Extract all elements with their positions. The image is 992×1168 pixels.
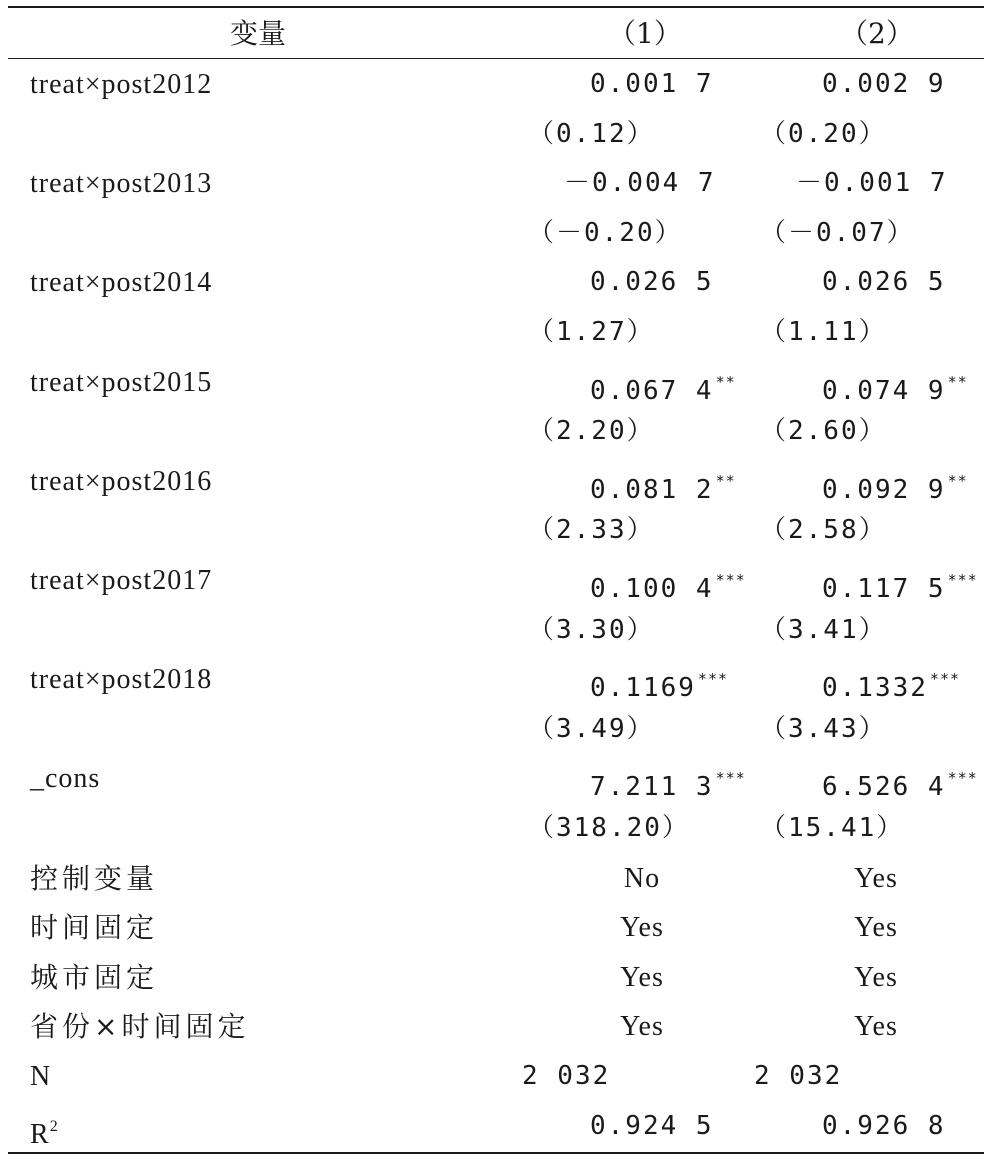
col1-value-text: 0.067 4 [590,375,714,406]
col2-value-text: （3.41） [760,614,887,645]
col2-value-text: （3.43） [760,713,887,744]
col1-value-text: 0.1169 [590,673,696,704]
col1-significance-stars: *** [715,769,746,788]
tstat-row [8,705,984,754]
col1-r2-text: 0.924 5 [590,1110,714,1141]
col2-value-text: （2.58） [760,515,887,546]
col2-value-text: 6.526 4 [822,772,946,803]
col2-n [754,1052,984,1101]
col1-indicator-text: Yes [620,912,664,944]
col1-indicator [522,953,762,1002]
col1-value [590,457,820,506]
col2-value-text: （－0.07） [760,217,915,248]
col2-value-text: （0.20） [760,118,887,149]
col2-value [760,209,990,258]
r2-label [30,1102,59,1151]
control-row [8,854,984,903]
col2-indicator-text: Yes [854,1011,898,1043]
col2-r2 [822,1102,992,1151]
r2-label-text: R [30,1118,50,1150]
col2-value-text: 0.002 9 [822,69,946,99]
col2-indicator [756,1002,992,1051]
row-label [30,556,212,605]
col1-value-text: （3.30） [528,614,655,645]
col1-value-text: 0.026 5 [590,267,714,298]
row-label-text: treat×post2016 [30,465,213,497]
col1-value-text: （－0.20） [528,217,683,248]
n-label-text: N [30,1061,52,1092]
col1-value-text: 0.100 4 [590,574,714,604]
col2-value [822,358,992,407]
col1-value [528,506,758,555]
tstat-row [8,308,984,357]
row-label [30,358,212,407]
col1-value [528,209,758,258]
coef-row [8,754,984,803]
col2-value-text: （2.60） [760,416,887,447]
r2-row [8,1102,984,1151]
col1-value [528,705,758,754]
control-label-text: 省份×时间固定 [30,1010,250,1044]
col2-value-text: 0.074 9 [822,375,946,406]
col2-indicator [756,903,992,952]
col1-value-text: （3.49） [528,713,655,744]
col2-r2-text: 0.926 8 [822,1110,946,1141]
col1-n [522,1052,752,1101]
col2-significance-stars: *** [947,769,978,788]
col2-significance-stars: *** [929,670,961,689]
col2-significance-stars: ** [947,372,968,391]
tstat-row [8,110,984,159]
col2-value-text: （1.11） [760,317,887,347]
col2-significance-stars: *** [947,571,978,589]
regression-table [8,6,984,1158]
col1-value [528,110,758,159]
row-label [30,159,212,208]
row-label [30,457,212,506]
col2-value [760,308,990,357]
col2-value [760,804,990,853]
col2-value-text: 0.026 5 [822,267,946,298]
col2-indicator-text: Yes [854,912,898,944]
col2-value [822,258,992,307]
col2-value [760,110,990,159]
coef-row [8,655,984,704]
col2-value [760,705,990,754]
coef-row [8,358,984,407]
col1-significance-stars: ** [715,372,736,391]
row-label-text: treat×post2012 [30,69,213,100]
coef-row [8,556,984,605]
col1-indicator-text: Yes [620,1011,664,1043]
control-label [30,854,158,903]
col1-value [590,258,820,307]
col1-value [564,159,794,208]
col2-value-text: （15.41） [760,813,905,843]
col1-indicator [522,854,762,903]
col2-value-text: 0.117 5 [822,574,946,604]
col1-indicator [522,903,762,952]
col1-value-text: （2.33） [528,515,655,546]
col2-value-text: 0.092 9 [822,474,946,505]
coef-row [8,60,984,109]
row-label-text: treat×post2013 [30,168,213,200]
col1-value-text: －0.004 7 [564,168,716,199]
col1-value [528,606,758,655]
col1-indicator-text: No [623,862,661,894]
row-label-text: treat×post2015 [30,366,213,398]
row-label-text: _cons [30,763,101,795]
col1-value-text: 7.211 3 [590,772,714,803]
tstat-row [8,506,984,555]
tstat-row [8,804,984,853]
col2-value [822,556,992,605]
row-label [30,258,212,307]
control-label-text: 城市固定 [30,960,159,994]
col1-significance-stars: *** [697,670,729,689]
header-col2: （2） [840,17,914,50]
control-row [8,953,984,1002]
col2-indicator [756,854,992,903]
col1-value-text: （0.12） [528,118,655,149]
row-label [30,754,100,803]
col2-value [822,457,992,506]
control-row [8,1002,984,1051]
col1-value [590,60,820,109]
row-label [30,655,212,704]
control-row [8,903,984,952]
col2-indicator-text: Yes [854,961,898,993]
col2-value [760,606,990,655]
col1-n-text: 2 032 [522,1061,611,1091]
header-variable: 变量 [230,17,287,50]
col1-value-text: （318.20） [528,813,690,843]
col2-value [760,506,990,555]
col2-value-text: －0.001 7 [796,168,948,199]
tstat-row [8,209,984,258]
col2-indicator-text: Yes [854,862,898,894]
coef-row [8,258,984,307]
control-label-text: 控制变量 [30,861,159,895]
coef-row [8,159,984,208]
row-label-text: treat×post2018 [30,664,213,696]
col1-value-text: 0.081 2 [590,474,714,505]
col2-value [796,159,992,208]
col1-value [590,754,820,803]
control-label-text: 时间固定 [30,911,159,945]
row-label-text: treat×post2014 [30,267,213,299]
col1-value-text: 0.001 7 [590,69,714,99]
col1-value-text: （1.27） [528,317,655,347]
col2-value [822,60,992,109]
col1-value [528,407,758,456]
n-row [8,1052,984,1101]
col1-r2 [590,1102,820,1151]
bottom-rule [8,1152,984,1154]
row-label-text: treat×post2017 [30,565,213,596]
coef-row [8,457,984,506]
col1-value [528,804,758,853]
col1-indicator [522,1002,762,1051]
header-col1: （1） [608,17,682,50]
col1-significance-stars: *** [715,571,746,589]
col2-value [822,754,992,803]
header-rule [8,58,984,59]
control-label [30,903,158,952]
tstat-row [8,407,984,456]
col1-significance-stars: ** [715,471,736,490]
col2-indicator [756,953,992,1002]
col1-indicator-text: Yes [620,961,664,993]
col2-n-text: 2 032 [754,1061,843,1091]
control-label [30,1002,249,1051]
col1-value [528,308,758,357]
col2-value-text: 0.1332 [822,673,928,704]
row-label [30,60,212,109]
top-rule [8,6,984,8]
col1-value-text: （2.20） [528,416,655,447]
col2-value [822,655,992,704]
tstat-row [8,606,984,655]
col1-value [590,358,820,407]
col2-value [760,407,990,456]
col2-significance-stars: ** [947,471,968,490]
n-label [30,1052,51,1101]
col1-value [590,655,820,704]
r2-superscript: 2 [49,1117,59,1135]
control-label [30,953,158,1002]
col1-value [590,556,820,605]
